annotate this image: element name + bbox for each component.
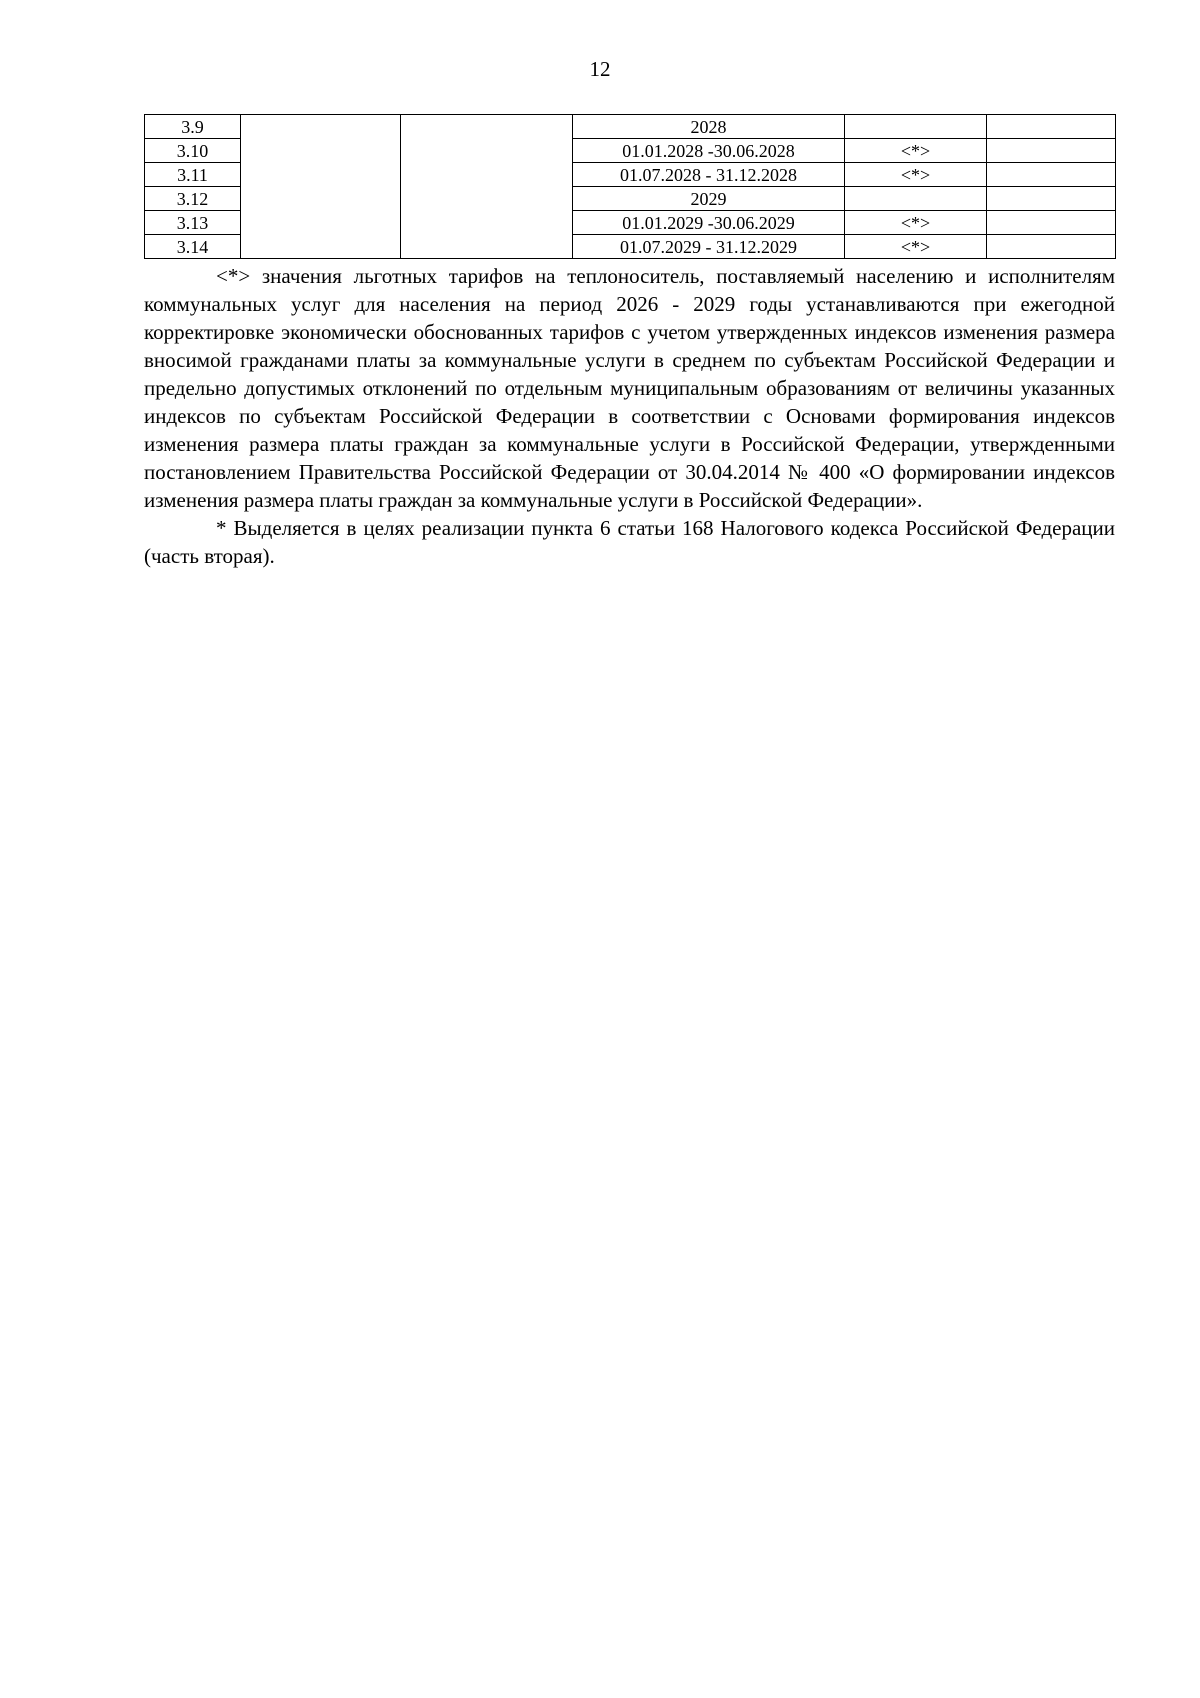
row-number-cell: 3.11 bbox=[145, 163, 241, 187]
period-cell: 01.07.2029 - 31.12.2029 bbox=[573, 235, 845, 259]
merged-empty-cell bbox=[241, 115, 401, 259]
row-number-cell: 3.14 bbox=[145, 235, 241, 259]
tariff-footnote: <*> значения льготных тарифов на теплоноситель, поставляемый населению и исполнителям коммунальных услуг для населения на период 2026 - 2029 годы устанавливаются при ежегодной корректировке экономически обоснованных тарифов с учетом утвержденных индексов изменения размера вносимой гражданами платы за коммунальные услуги в среднем по субъектам Российской Федерации и предельно допустимых отклонений по отдельным муниципальным образованиям от величины указанных индексов по субъектам Российской Федерации в соответствии с Основами формирования индексов изменения размера платы граждан за коммунальные услуги в Российской Федерации, утвержденными постановлением Правительства Российской Федерации от 30.04.2014 № 400 «О формировании индексов изменения размера платы граждан за коммунальные услуги в Российской Федерации». bbox=[144, 264, 1115, 512]
period-cell: 2028 bbox=[573, 115, 845, 139]
period-cell: 01.01.2028 -30.06.2028 bbox=[573, 139, 845, 163]
tariff-table bbox=[144, 114, 1116, 259]
footnotes bbox=[144, 262, 1115, 570]
empty-cell bbox=[987, 115, 1116, 139]
row-number-cell: 3.9 bbox=[145, 115, 241, 139]
row-number-cell: 3.12 bbox=[145, 187, 241, 211]
empty-cell bbox=[987, 163, 1116, 187]
tariff-mark-cell: <*> bbox=[845, 163, 987, 187]
tariff-mark-cell: <*> bbox=[845, 235, 987, 259]
row-number-cell: 3.13 bbox=[145, 211, 241, 235]
vat-footnote: * Выделяется в целях реализации пункта 6 статьи 168 Налогового кодекса Российской Федерации (часть вторая). bbox=[144, 516, 1115, 568]
empty-cell bbox=[987, 139, 1116, 163]
empty-cell bbox=[987, 235, 1116, 259]
row-number-cell: 3.10 bbox=[145, 139, 241, 163]
empty-cell bbox=[987, 211, 1116, 235]
empty-cell bbox=[987, 187, 1116, 211]
table-row bbox=[145, 115, 1116, 139]
period-cell: 2029 bbox=[573, 187, 845, 211]
merged-empty-cell bbox=[401, 115, 573, 259]
tariff-mark-cell: <*> bbox=[845, 139, 987, 163]
period-cell: 01.07.2028 - 31.12.2028 bbox=[573, 163, 845, 187]
tariff-mark-cell: <*> bbox=[845, 211, 987, 235]
tariff-mark-cell bbox=[845, 187, 987, 211]
tariff-mark-cell bbox=[845, 115, 987, 139]
page-number: 12 bbox=[589, 57, 611, 81]
period-cell: 01.01.2029 -30.06.2029 bbox=[573, 211, 845, 235]
